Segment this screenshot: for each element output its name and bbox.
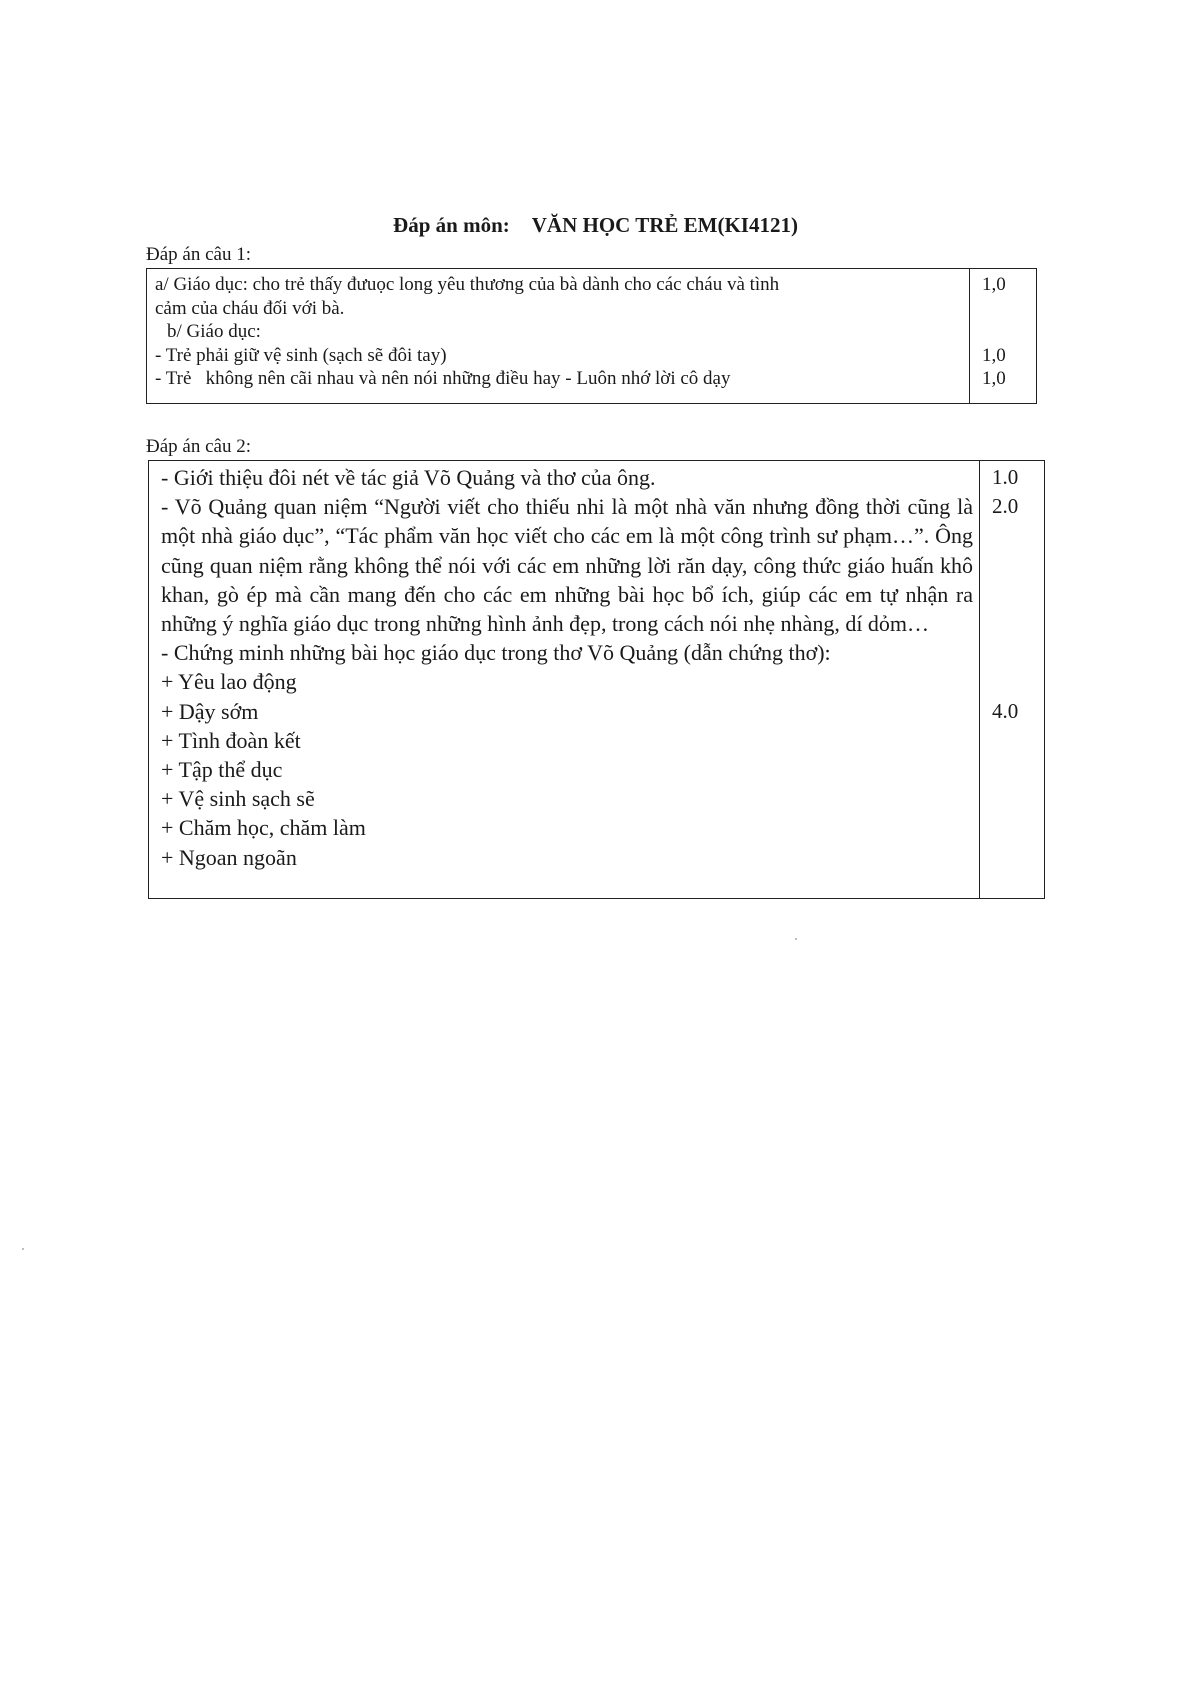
title-subject: VĂN HỌC TRẺ EM(KI4121): [531, 213, 798, 237]
question2-answer-cell: [149, 461, 980, 899]
q1-score-b2: 1,0: [982, 368, 1006, 389]
q1-line-a: a/ Giáo dục: cho trẻ thấy đưuọc long yêu thương của bà dành cho các cháu và tình: [155, 274, 780, 295]
question2-score-cell: [980, 461, 1045, 899]
scan-speck: [22, 1248, 24, 1250]
q2-concept: - Võ Quảng quan niệm “Người viết cho thiếu nhi là một nhà văn nhưng đồng thời cũng là một nhà giáo dục”, “Tác phẩm văn học viết cho các em là một công trình sư phạm…”. Ông cũng quan niệm rằng không thể nói với các em những lời răn dạy, công thức giáo huấn khô khan, gò ép mà cần mang đến cho các em những bài học bổ ích, giúp các em tự nhận ra những ý nghĩa giáo dục trong những hình ảnh đẹp, trong cách nói nhẹ nhàng, dí dỏm…: [161, 494, 973, 637]
q1-line-a-cont: cảm của cháu đối với bà.: [155, 297, 345, 319]
q2-score-intro: 1.0: [992, 465, 1019, 489]
q2-proof: - Chứng minh những bài học giáo dục trong thơ Võ Quảng (dẫn chứng thơ):: [161, 640, 831, 666]
q1-score-a: 1,0: [982, 274, 1006, 295]
q2-item: + Vệ sinh sạch sẽ: [161, 786, 315, 812]
q2-score-concept: 2.0: [992, 494, 1019, 519]
question1-label: Đáp án câu 1:: [146, 244, 251, 265]
q2-item: + Tập thể dục: [161, 757, 283, 783]
q2-item: + Tình đoàn kết: [161, 727, 301, 753]
q2-intro: - Giới thiệu đôi nét về tác giả Võ Quảng và thơ của ông.: [161, 465, 656, 490]
q1-score-b1: 1,0: [982, 344, 1006, 366]
q1-line-b1: - Trẻ phải giữ vệ sinh (sạch sẽ đôi tay): [155, 344, 447, 366]
q2-item: + Dậy sớm: [161, 698, 259, 724]
q2-item: + Ngoan ngoãn: [161, 844, 297, 870]
page-title: [0, 213, 1191, 238]
scan-speck: [795, 938, 797, 940]
q1-line-b2: - Trẻ không nên cãi nhau và nên nói những điều hay - Luôn nhớ lời cô dạy: [155, 368, 731, 389]
question2-answer-table: [148, 460, 1045, 899]
title-prefix: Đáp án môn:: [393, 213, 510, 237]
q2-item: + Yêu lao động: [161, 669, 297, 695]
q2-score-proof: 4.0: [992, 698, 1019, 723]
question2-label: Đáp án câu 2:: [146, 436, 251, 457]
question1-answer-cell: [147, 269, 970, 404]
question1-answer-table: [146, 268, 1037, 404]
question1-score-cell: [970, 269, 1037, 404]
q2-item: + Chăm học, chăm làm: [161, 815, 366, 841]
q1-line-b: b/ Giáo dục:: [167, 321, 261, 342]
